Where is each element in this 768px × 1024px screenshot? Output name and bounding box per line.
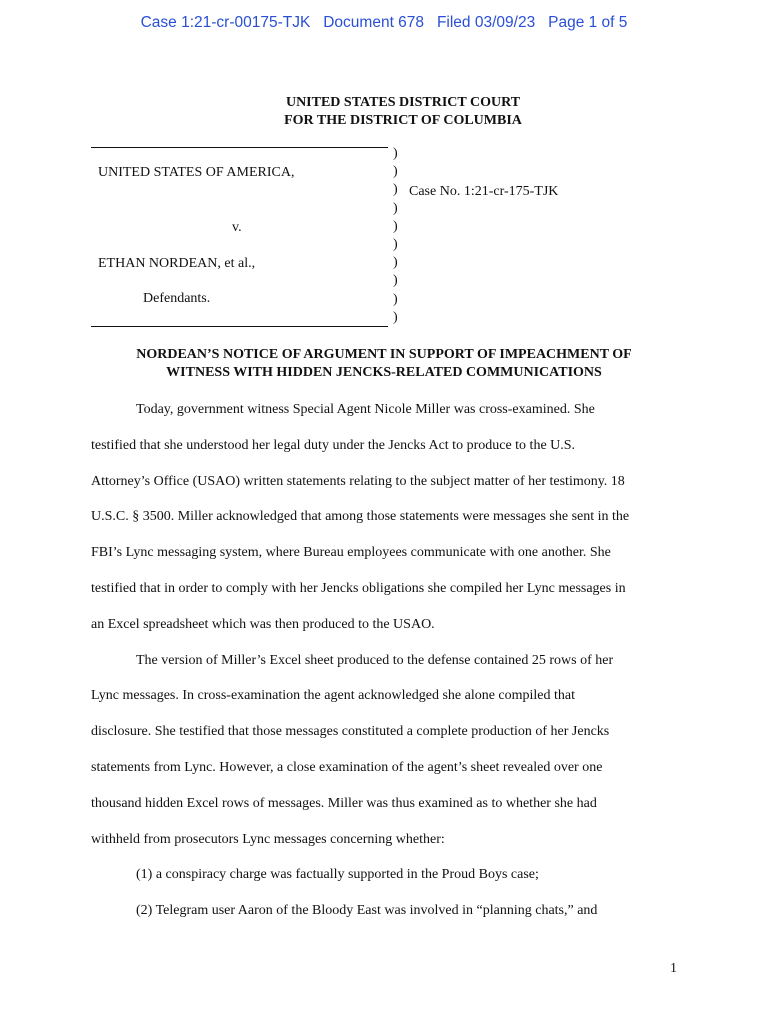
caption-versus: v.	[232, 220, 242, 235]
body-line: Lync messages. In cross-examination the agent acknowledged she alone compiled that	[91, 688, 576, 704]
body-line: (2) Telegram user Aaron of the Bloody East was involved in “planning chats,” and	[136, 903, 598, 919]
caption-paren: )	[393, 182, 398, 198]
document-title	[0, 346, 768, 382]
ecf-filing-header: Case 1:21-cr-00175-TJK Document 678 Filed 03/09/23 Page 1 of 5	[140, 14, 628, 31]
caption-paren: )	[393, 200, 398, 216]
caption-parentheses	[393, 145, 398, 327]
caption-paren: )	[393, 309, 398, 325]
caption-paren: )	[393, 291, 398, 307]
body-line: withheld from prosecutors Lync messages concerning whether:	[91, 831, 445, 847]
court-heading	[0, 94, 768, 130]
body-line: (1) a conspiracy charge was factually supported in the Proud Boys case;	[136, 867, 539, 883]
body-line: FBI’s Lync messaging system, where Bureau employees communicate with one another. She	[91, 545, 611, 561]
body-line: Today, government witness Special Agent Nicole Miller was cross-examined. She	[136, 402, 595, 417]
document-body	[91, 392, 691, 929]
document-title-line: WITNESS WITH HIDDEN JENCKS-RELATED COMMUNICATIONS	[166, 365, 602, 380]
caption-paren: )	[393, 146, 398, 161]
caption-bottom-rule	[91, 326, 388, 327]
body-line: an Excel spreadsheet which was then produced to the USAO.	[91, 616, 435, 632]
page-number: 1	[670, 961, 677, 976]
body-line: statements from Lync. However, a close examination of the agent’s sheet revealed over one	[91, 759, 603, 775]
body-line: The version of Miller’s Excel sheet produced to the defense contained 25 rows of her	[136, 652, 614, 668]
body-line: Attorney’s Office (USAO) written statements relating to the subject matter of her testimony. 18	[91, 473, 625, 489]
caption-top-rule	[91, 147, 388, 148]
body-line: U.S.C. § 3500. Miller acknowledged that among those statements were messages she sent in the	[91, 509, 630, 525]
caption-defendant: ETHAN NORDEAN, et al.,	[98, 256, 256, 271]
body-line: thousand hidden Excel rows of messages. Miller was thus examined as to whether she had	[91, 795, 597, 811]
document-title-line: NORDEAN’S NOTICE OF ARGUMENT IN SUPPORT OF IMPEACHMENT OF	[136, 347, 632, 362]
court-name: UNITED STATES DISTRICT COURT	[285, 95, 521, 110]
court-district: FOR THE DISTRICT OF COLUMBIA	[284, 113, 522, 128]
caption-plaintiff: UNITED STATES OF AMERICA,	[98, 165, 295, 180]
caption-paren: )	[393, 218, 398, 234]
body-line: testified that she understood her legal duty under the Jencks Act to produce to the U.S.	[91, 437, 576, 453]
caption-paren: )	[393, 237, 398, 253]
caption-paren: )	[393, 164, 398, 180]
case-number: Case No. 1:21-cr-175-TJK	[409, 184, 559, 199]
body-line: testified that in order to comply with her Jencks obligations she compiled her Lync messages in	[91, 580, 626, 596]
caption-paren: )	[393, 255, 398, 271]
caption-defendants-label: Defendants.	[143, 291, 211, 306]
body-line: disclosure. She testified that those messages constituted a complete production of her Jencks	[91, 724, 610, 740]
caption-paren: )	[393, 273, 398, 289]
